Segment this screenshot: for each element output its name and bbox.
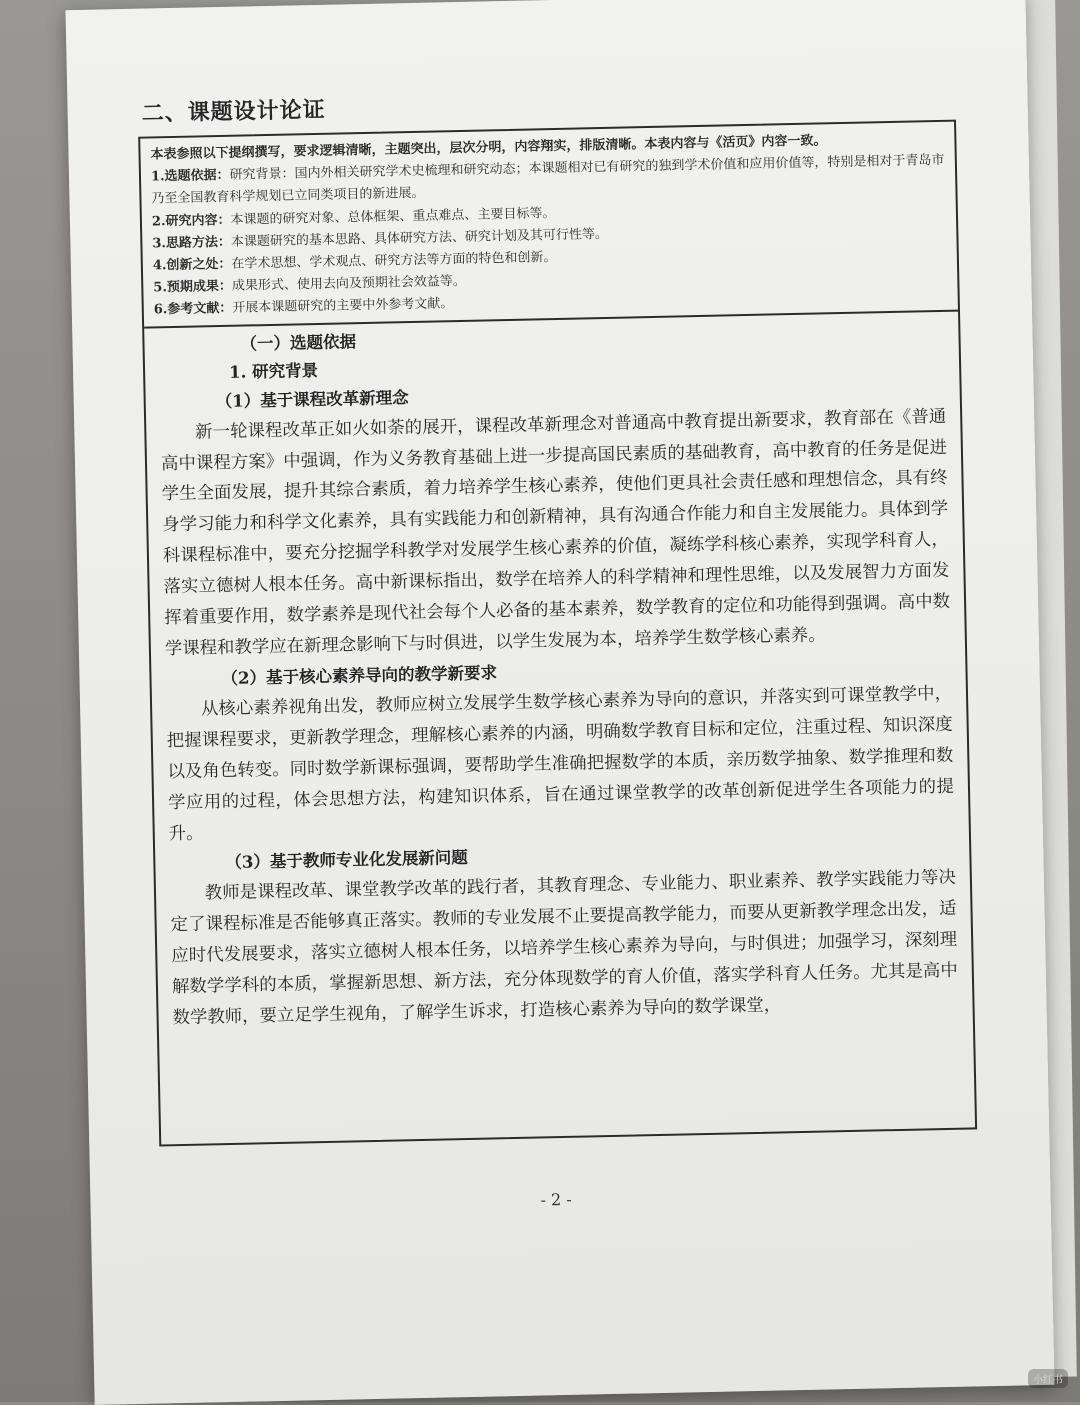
guide-item-text: 本课题研究的基本思路、具体研究方法、研究计划及其可行性等。 — [230, 226, 609, 250]
numbered-heading: 1. 研究背景 — [228, 360, 319, 382]
guide-item-label: 6.参考文献： — [153, 301, 233, 318]
paragraph-3: 教师是课程改革、课堂教学改革的践行者，其教育理念、专业能力、职业素养、教学实践能力等决定了课程标准是否能够真正落实。教师的专业发展不止要提高教学能力，而要从更新教学理念出发，适应时代发展要求，落实立德树人根本任务，以培养学生核心素养为导向，与时俱进；加强学习，深刻理解数学学科的本质，掌握新思想、新方法，充分体现数学的育人价值，落实学科育人任务。尤其是高中数学教师，要立足学生视角，了解学生诉求，打造核心素养为导向的数学课堂， — [170, 868, 959, 1029]
guide-item-text: 开展本课题研究的主要中外参考文献。 — [232, 296, 454, 317]
guide-item-text: 在学术思想、学术观点、研究方法等方面的特色和创新。 — [231, 249, 557, 272]
subsection-heading: （一）选题依据 — [240, 331, 357, 354]
design-form-table — [138, 120, 977, 1147]
guide-item-label: 2.研究内容： — [151, 212, 231, 230]
guide-item-label: 1.选题依据： — [150, 168, 230, 185]
guide-item-label: 5.预期成果： — [153, 279, 233, 296]
paragraph-heading-2: （2）基于核心素养导向的教学新要求 — [221, 663, 498, 688]
document-page — [65, 0, 1054, 1405]
paragraph-heading-1: （1）基于课程改革新理念 — [215, 387, 409, 411]
watermark-label: 小红书 — [1028, 1369, 1068, 1388]
content-area — [144, 311, 973, 1034]
guide-intro: 本表参照以下提纲撰写，要求逻辑清晰，主题突出，层次分明，内容翔实，排版清晰。本表内容与《活页》内容一致。 — [150, 133, 827, 163]
page-number: - 2 - — [540, 1189, 572, 1210]
guide-item-text: 研究背景：国内外相关研究学术史梳理和研究动态；本课题相对已有研究的独到学术价值和应用价值等，特别是相对于青岛市乃至全国教育科学规划已立同类项目的新进展。 — [151, 153, 945, 207]
paragraph-1: 新一轮课程改革正如火如荼的展开，课程改革新理念对普通高中教育提出新要求，教育部在《普通高中课程方案》中强调，作为义务教育基础上进一步提高国民素质的基础教育，高中教育的任务是促进学生全面发展，提升其综合素质，着力培养学生核心素养，使他们更具社会责任感和理想信念，具有终身学习能力和科学文化素养，具有实践能力和创新精神，具有沟通合作能力和自主发展能力。具体到学科课程标准中，要充分挖掘学科教学对发展学生核心素养的价值，凝练学科核心素养，实现学科育人，落实立德树人根本任务。高中新课标指出，数学在培养人的科学精神和理性思维，以及发展智力方面发挥着重要作用，数学素养是现代社会每个人必备的基本素养，数学教育的定位和功能得到强调。高中数学课程和教学应在新理念影响下与时俱进，以学生发展为本，培养学生数学核心素养。 — [160, 406, 951, 660]
paragraph-2: 从核心素养视角出发，教师应树立发展学生数学核心素养为导向的意识，并落实到可课堂教学中，把握课程要求，更新教学理念，理解核心素养的内涵，明确数学教育目标和定位，注重过程、知识深度以及角色转变。同时数学新课标强调，要帮助学生准确把握数学的本质，亲历数学抽象、数学推理和数学应用的过程，体会思想方法，构建知识体系，旨在通过课堂教学的改革创新促进学生各项能力的提升。 — [166, 683, 955, 844]
section-title: 二、课题设计论证 — [141, 96, 326, 127]
guide-box — [140, 122, 958, 329]
guide-item-label: 4.创新之处： — [152, 256, 232, 274]
guide-item-label: 3.思路方法： — [152, 234, 232, 252]
paragraph-heading-3: （3）基于教师专业化发展新问题 — [225, 848, 469, 873]
guide-item-text: 成果形式、使用去向及预期社会效益等。 — [231, 274, 467, 294]
guide-item-text: 本课题的研究对象、总体框架、重点难点、主要目标等。 — [230, 205, 556, 228]
